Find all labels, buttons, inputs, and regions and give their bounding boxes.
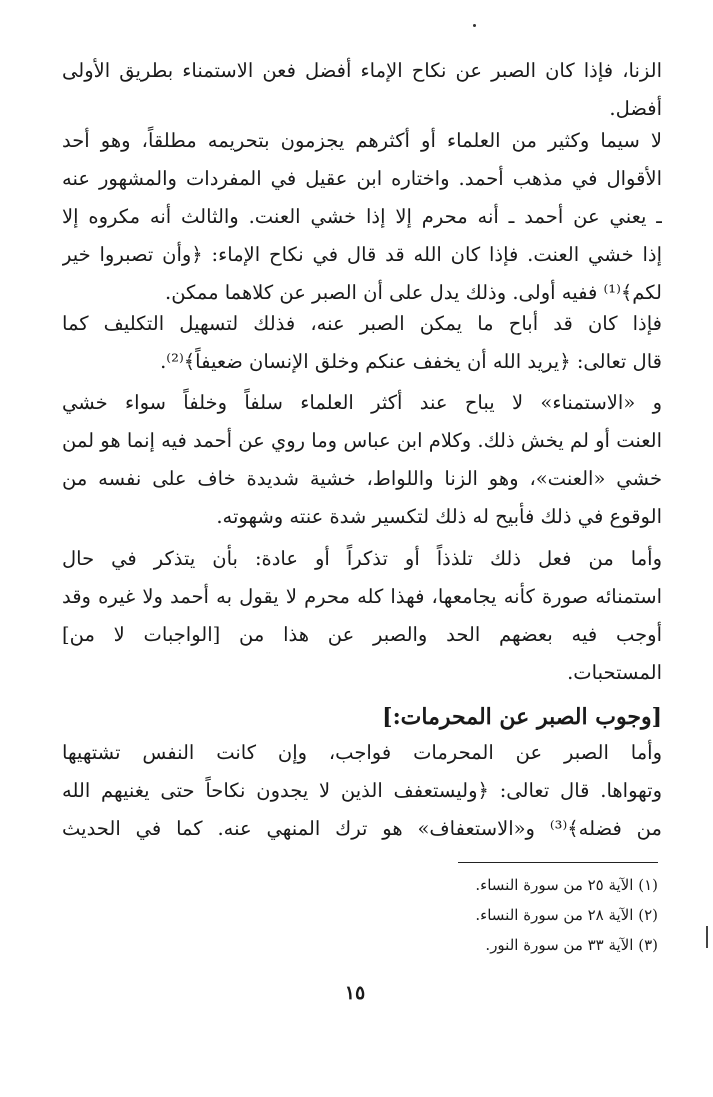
text-line: أوجب فيه بعضهم الحد والصبر عن هذا من [الواجبات لا من]	[62, 623, 662, 646]
text-line: الأقوال في مذهب أحمد. واختاره ابن عقيل في المفردات والمشهور عنه	[62, 167, 662, 190]
paragraph-1	[62, 52, 662, 128]
text-line: لكم﴾⁽¹⁾ ففيه أولى. وذلك يدل على أن الصبر عن كلاهما ممكن.	[165, 281, 662, 304]
text-line: الزنا، فإذا كان الصبر عن نكاح الإماء أفضل فعن الاستمناء بطريق الأولى	[62, 59, 662, 82]
footnote-3: (٣) الآية ٣٣ من سورة النور.	[485, 936, 658, 954]
text-line: فإذا كان قد أباح ما يمكن الصبر عنه، فذلك لتسهيل التكليف كما	[62, 312, 662, 335]
footnote-2: (٢) الآية ٢٨ من سورة النساء.	[475, 906, 658, 924]
footnote-1: (١) الآية ٢٥ من سورة النساء.	[475, 876, 658, 894]
text-line: أفضل.	[609, 97, 662, 120]
text-line: من فضله﴾⁽³⁾ و«الاستعفاف» هو ترك المنهي عنه. كما في الحديث	[62, 817, 662, 840]
text-line: لا سيما وكثير من العلماء أو أكثرهم يجزمون بتحريمه مطلقاً، وهو أحد	[62, 129, 662, 152]
section-heading: [وجوب الصبر عن المحرمات:]	[382, 704, 662, 730]
text-line: و «الاستمناء» لا يباح عند أكثر العلماء سلفاً وخلفاً سواء خشي	[62, 391, 662, 414]
paragraph-2	[62, 122, 662, 312]
footnotes	[360, 870, 658, 960]
paragraph-5	[62, 540, 662, 692]
text-line: خشي «العنت»، وهو الزنا واللواط، خشية شديدة خاف على نفسه من	[62, 467, 662, 490]
text-line: وأما الصبر عن المحرمات فواجب، وإن كانت النفس تشتهيها	[62, 741, 662, 764]
text-line: العنت أو لم يخش ذلك. وكلام ابن عباس وما روي عن أحمد فيه إنما هو لمن	[62, 429, 662, 452]
text-line: وتهواها. قال تعالى: ﴿وليستعفف الذين لا يجدون نكاحاً حتى يغنيهم الله	[62, 779, 662, 802]
text-line: قال تعالى: ﴿يريد الله أن يخفف عنكم وخلق الإنسان ضعيفاً﴾⁽²⁾.	[160, 350, 662, 373]
footnote-divider	[458, 862, 658, 863]
text-line: المستحبات.	[567, 661, 662, 684]
text-line: الوقوع في ذلك فأبيح له ذلك لتكسير شدة عنته وشهوته.	[216, 505, 662, 528]
margin-mark	[706, 926, 708, 948]
text-line: استمنائه صورة كأنه يجامعها، فهذا كله محرم لا يقول به أحمد ولا غيره وقد	[62, 585, 662, 608]
text-line: إذا خشي العنت. فإذا كان الله قد قال في نكاح الإماء: ﴿وأن تصبروا خير	[62, 243, 662, 266]
paragraph-4	[62, 384, 662, 536]
paragraph-6	[62, 734, 662, 848]
page-number: ١٥	[344, 982, 366, 1004]
ink-dot	[473, 24, 476, 27]
text-line: وأما من فعل ذلك تلذذاً أو تذكراً أو عادة: بأن يتذكر في حال	[62, 547, 662, 570]
text-line: ـ يعني عن أحمد ـ أنه محرم إلا إذا خشي العنت. والثالث أنه مكروه إلا	[62, 205, 662, 228]
paragraph-3	[62, 305, 662, 381]
